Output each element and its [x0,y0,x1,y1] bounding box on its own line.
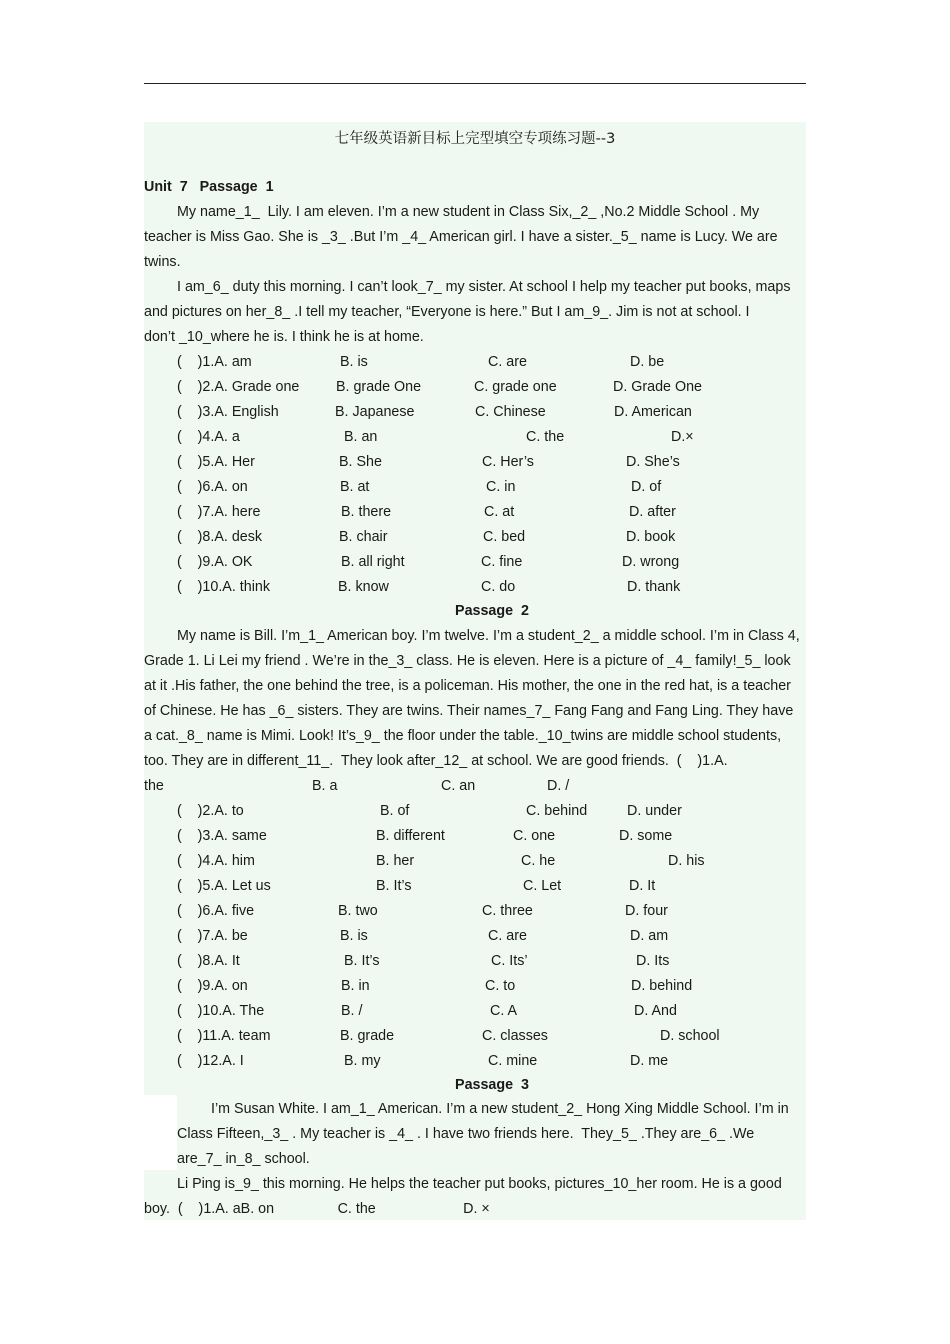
option-a: ( )3.A. English [177,404,279,420]
option-b: B. there [341,504,392,520]
option-c: C. classes [482,1028,548,1044]
option-c: C. an [441,778,476,794]
option-c: C. do [481,579,516,595]
option-d: D. Grade One [613,379,702,395]
passage3-line: are_7_ in_8_ school. [177,1151,310,1167]
option-a: ( )9.A. OK [177,554,253,570]
option-a: ( )2.A. to [177,803,244,819]
option-a: ( )8.A. It [177,953,240,969]
option-c: C. mine [488,1053,538,1069]
passage3-line: Class Fifteen,_3_ . My teacher is _4_ . I have two friends here. They_5_ .They are_6_ .We [177,1126,755,1142]
option-b: B. her [376,853,415,869]
option-c: C. Its’ [491,953,528,969]
passage2-heading: Passage 2 [455,603,529,619]
option-c: C. grade one [474,379,557,395]
option-d: D. behind [631,978,693,994]
passage1-line: and pictures on her_8_ .I tell my teacher, “Everyone is here.” But I am_9_. Jim is not at school. I [144,304,750,320]
passage2-line: My name is Bill. I’m_1_ American boy. I’m twelve. I’m a student_2_ a middle school. I’m in Class 4, [177,628,800,644]
option-c: C. bed [483,529,526,545]
option-a: ( )11.A. team [177,1028,271,1044]
option-d: D. book [626,529,676,545]
top-rule [144,83,806,84]
passage3-line: I’m Susan White. I am_1_ American. I’m a new student_2_ Hong Xing Middle School. I’m in [211,1101,789,1117]
option-d: D. thank [627,579,681,595]
option-a: the [144,778,164,794]
option-a: ( )8.A. desk [177,529,263,545]
option-a: ( )4.A. him [177,853,255,869]
option-d: D. school [660,1028,720,1044]
margin-box [144,1095,177,1170]
option-b: B. at [340,479,370,495]
option-d: D. some [619,828,673,844]
option-b: B. It’s [376,878,412,894]
unit-heading: Unit 7 Passage 1 [144,179,274,195]
option-a: ( )6.A. five [177,903,255,919]
option-b: B. grade One [336,379,422,395]
passage2-line: too. They are in different_11_. They look after_12_ at school. We are good friends. ( )1.A. [144,753,728,769]
option-c: C. at [484,504,515,520]
option-c: C. three [482,903,533,919]
option-c: C. behind [526,803,588,819]
option-b: B. grade [340,1028,395,1044]
option-d: D. be [630,354,665,370]
option-d: D. Its [636,953,670,969]
option-a: ( )1.A. am [177,354,252,370]
option-b: B. is [340,354,368,370]
passage2-line: Grade 1. Li Lei my friend . We’re in the_3_ class. He is eleven. Here is a picture of _4_ family!_5_ look [144,653,791,669]
passage1-line: teacher is Miss Gao. She is _3_ .But I’m _4_ American girl. I have a sister._5_ name is Lucy. We are [144,229,778,245]
option-b: B. two [338,903,378,919]
passage1-line: twins. [144,254,181,270]
option-a: ( )12.A. I [177,1053,244,1069]
option-a: ( )7.A. be [177,928,248,944]
option-d: D. his [668,853,705,869]
option-b: B. chair [339,529,388,545]
document-title: 七年级英语新目标上完型填空专项练习题--3 [334,131,616,147]
option-d: D. It [629,878,656,894]
option-b: B. a [312,778,338,794]
option-c: C. A [490,1003,518,1019]
option-d: D. me [630,1053,669,1069]
option-c: C. fine [481,554,523,570]
option-a: ( )10.A. The [177,1003,265,1019]
option-c: C. Chinese [475,404,546,420]
option-b: B. different [376,828,445,844]
option-d: D. of [631,479,662,495]
option-d: D.× [671,429,694,445]
option-b: B. She [339,454,382,470]
option-a: ( )4.A. a [177,429,240,445]
passage3-line: boy. ( )1.A. aB. on C. the D. × [144,1201,490,1217]
option-c: C. Her’s [482,454,534,470]
passage1-line: don’t _10_where he is. I think he is at home. [144,329,424,345]
option-d: D. four [625,903,668,919]
option-c: C. are [488,928,527,944]
passage2-line: at it .His father, the one behind the tree, is a policeman. His mother, the one in the red hat, is a teacher [144,678,791,694]
option-b: B. my [344,1053,381,1069]
passage1-line: I am_6_ duty this morning. I can’t look_7_ my sister. At school I help my teacher put books, maps [177,279,791,295]
option-b: B. Japanese [335,404,415,420]
option-c: C. one [513,828,556,844]
option-c: C. are [488,354,527,370]
option-c: C. to [485,978,516,994]
option-a: ( )9.A. on [177,978,248,994]
option-a: ( )2.A. Grade one [177,379,300,395]
option-b: B. of [380,803,410,819]
passage2-line: of Chinese. He has _6_ sisters. They are twins. Their names_7_ Fang Fang and Fang Ling. They have [144,703,794,719]
option-b: B. It’s [344,953,380,969]
option-c: C. in [486,479,516,495]
option-a: ( )5.A. Her [177,454,255,470]
option-b: B. / [341,1003,363,1019]
option-a: ( )5.A. Let us [177,878,271,894]
passage2-line: a cat._8_ name is Mimi. Look! It’s_9_ the floor under the table._10_twins are middle school students, [144,728,782,744]
option-d: D. after [629,504,676,520]
option-d: D. wrong [622,554,680,570]
option-b: B. is [340,928,368,944]
passage1-line: My name_1_ Lily. I am eleven. I’m a new student in Class Six,_2_ ,No.2 Middle School . My [177,204,760,220]
option-c: C. Let [523,878,562,894]
option-d: D. under [627,803,682,819]
option-a: ( )3.A. same [177,828,267,844]
option-b: B. in [341,978,370,994]
option-b: B. an [344,429,378,445]
passage3-line: Li Ping is_9_ this morning. He helps the teacher put books, pictures_10_her room. He is a good [177,1176,782,1192]
option-c: C. he [521,853,556,869]
option-d: D. And [634,1003,677,1019]
option-d: D. American [614,404,692,420]
option-b: B. know [338,579,389,595]
option-a: ( )6.A. on [177,479,248,495]
option-d: D. She’s [626,454,680,470]
option-d: D. / [547,778,570,794]
option-a: ( )10.A. think [177,579,270,595]
option-a: ( )7.A. here [177,504,261,520]
passage3-heading: Passage 3 [455,1077,529,1093]
option-d: D. am [630,928,669,944]
option-c: C. the [526,429,565,445]
option-b: B. all right [341,554,405,570]
